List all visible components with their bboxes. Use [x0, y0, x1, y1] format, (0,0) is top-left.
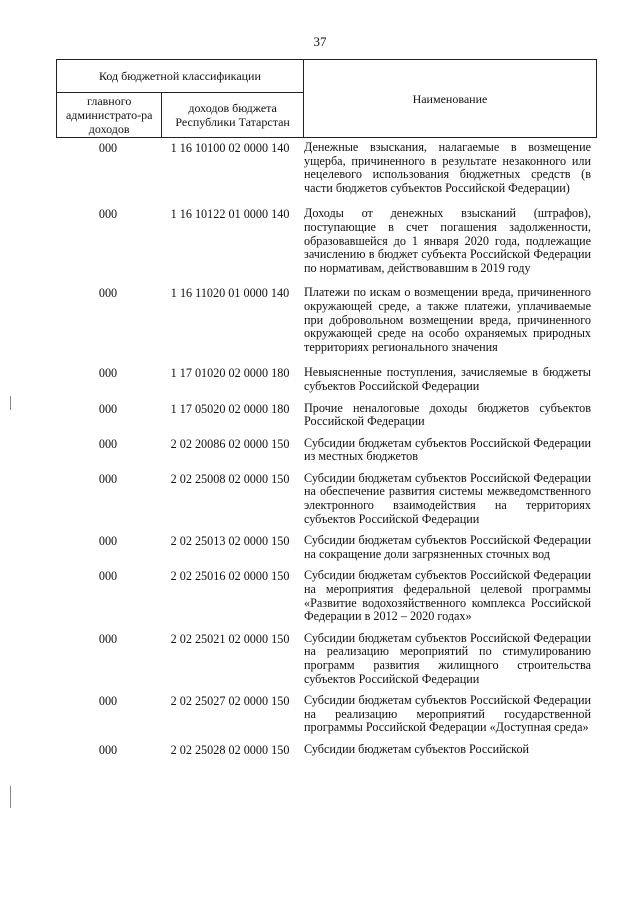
name-cell: Субсидии бюджетам субъектов Российской Федерации из местных бюджетов	[304, 435, 591, 464]
table-row	[56, 743, 597, 758]
admin-code-cell: 000	[98, 569, 118, 584]
income-code-cell: 1 16 10100 02 0000 140	[170, 141, 290, 155]
income-code-cell: 2 02 25021 02 0000 150	[170, 631, 290, 646]
table-row	[56, 437, 597, 464]
table-row	[56, 472, 597, 526]
table-row	[56, 286, 597, 354]
table-row	[56, 207, 597, 275]
table-row	[56, 534, 597, 561]
admin-code-cell: 000	[98, 631, 118, 646]
income-code-cell: 1 16 11020 01 0000 140	[170, 286, 290, 301]
income-code-cell: 1 17 05020 02 0000 180	[170, 401, 290, 416]
table-header	[56, 59, 597, 138]
budget-code-header: Код бюджетной классификации	[57, 60, 304, 93]
admin-header: главного администрато-ра доходов	[57, 93, 162, 138]
name-cell: Доходы от денежных взысканий (штрафов), поступающие в счет погашения задолженности, образовавшейся до 1 января 2020 года, подлежащие зачислению в бюджет субъекта Российской Федерации по нормативам, действовавшим в 2019 году	[304, 206, 591, 275]
table-row	[56, 569, 597, 623]
income-code-cell: 1 16 10122 01 0000 140	[170, 207, 290, 222]
name-cell: Платежи по искам о возмещении вреда, причиненного окружающей среде, а также платежи, уплачиваемые при добровольном возмещении вреда, причиненного окружающей среде на особо охраняемых природных территориях регионального значения	[304, 285, 591, 354]
name-cell: Субсидии бюджетам субъектов Российской	[304, 741, 530, 756]
name-cell: Субсидии бюджетам субъектов Российской Федерации на реализацию мероприятий по стимулированию программ развития жилищного строительства субъектов Российской Федерации	[304, 630, 591, 686]
income-code-cell: 2 02 25013 02 0000 150	[170, 534, 290, 549]
admin-code-cell: 000	[98, 694, 118, 709]
admin-code-cell: 000	[98, 401, 118, 416]
table-row	[56, 632, 597, 686]
admin-code-cell: 000	[98, 141, 118, 155]
name-cell: Субсидии бюджетам субъектов Российской Федерации на обеспечение развития системы межведомственного электронного взаимодействия на территориях субъектов Российской Федерации	[304, 470, 591, 526]
name-cell: Денежные взыскания, налагаемые в возмещение ущерба, причиненного в результате незаконного или нецелевого использования бюджетных средств (в части бюджетов субъектов Российской Федерации)	[304, 140, 591, 195]
admin-code-cell: 000	[98, 366, 118, 381]
name-cell: Невыясненные поступления, зачисляемые в бюджеты субъектов Российской Федерации	[304, 365, 591, 393]
name-cell: Субсидии бюджетам субъектов Российской Федерации на мероприятия федеральной целевой программы «Развитие водохозяйственного комплекса Российской Федерации в 2012 – 2020 годах»	[304, 568, 591, 624]
table-body	[56, 141, 597, 758]
income-header: доходов бюджета Республики Татарстан	[162, 93, 304, 138]
table-row	[56, 402, 597, 429]
income-code-cell: 1 17 01020 02 0000 180	[170, 366, 290, 381]
admin-code-cell: 000	[98, 534, 118, 549]
income-code-cell: 2 02 20086 02 0000 150	[170, 436, 290, 451]
scan-mark	[10, 786, 11, 808]
page-number: 37	[313, 34, 327, 49]
name-cell: Субсидии бюджетам субъектов Российской Федерации на сокращение доли загрязненных сточных вод	[304, 533, 591, 561]
table-row	[56, 141, 597, 195]
income-code-cell: 2 02 25016 02 0000 150	[170, 569, 290, 584]
scan-mark	[10, 396, 11, 410]
table-row	[56, 694, 597, 735]
admin-code-cell: 000	[98, 207, 118, 222]
admin-code-cell: 000	[98, 471, 118, 486]
admin-code-cell: 000	[98, 436, 118, 451]
income-code-cell: 2 02 25008 02 0000 150	[170, 471, 290, 486]
income-code-cell: 2 02 25027 02 0000 150	[170, 694, 290, 709]
income-code-cell: 2 02 25028 02 0000 150	[170, 742, 290, 757]
admin-code-cell: 000	[98, 742, 118, 757]
table-row	[56, 366, 597, 393]
name-header: Наименование	[303, 60, 596, 138]
admin-code-cell: 000	[98, 286, 118, 301]
name-cell: Прочие неналоговые доходы бюджетов субъектов Российской Федерации	[304, 400, 591, 429]
name-cell: Субсидии бюджетам субъектов Российской Федерации на реализацию мероприятий государственной программы Российской Федерации «Доступная среда»	[304, 693, 591, 735]
